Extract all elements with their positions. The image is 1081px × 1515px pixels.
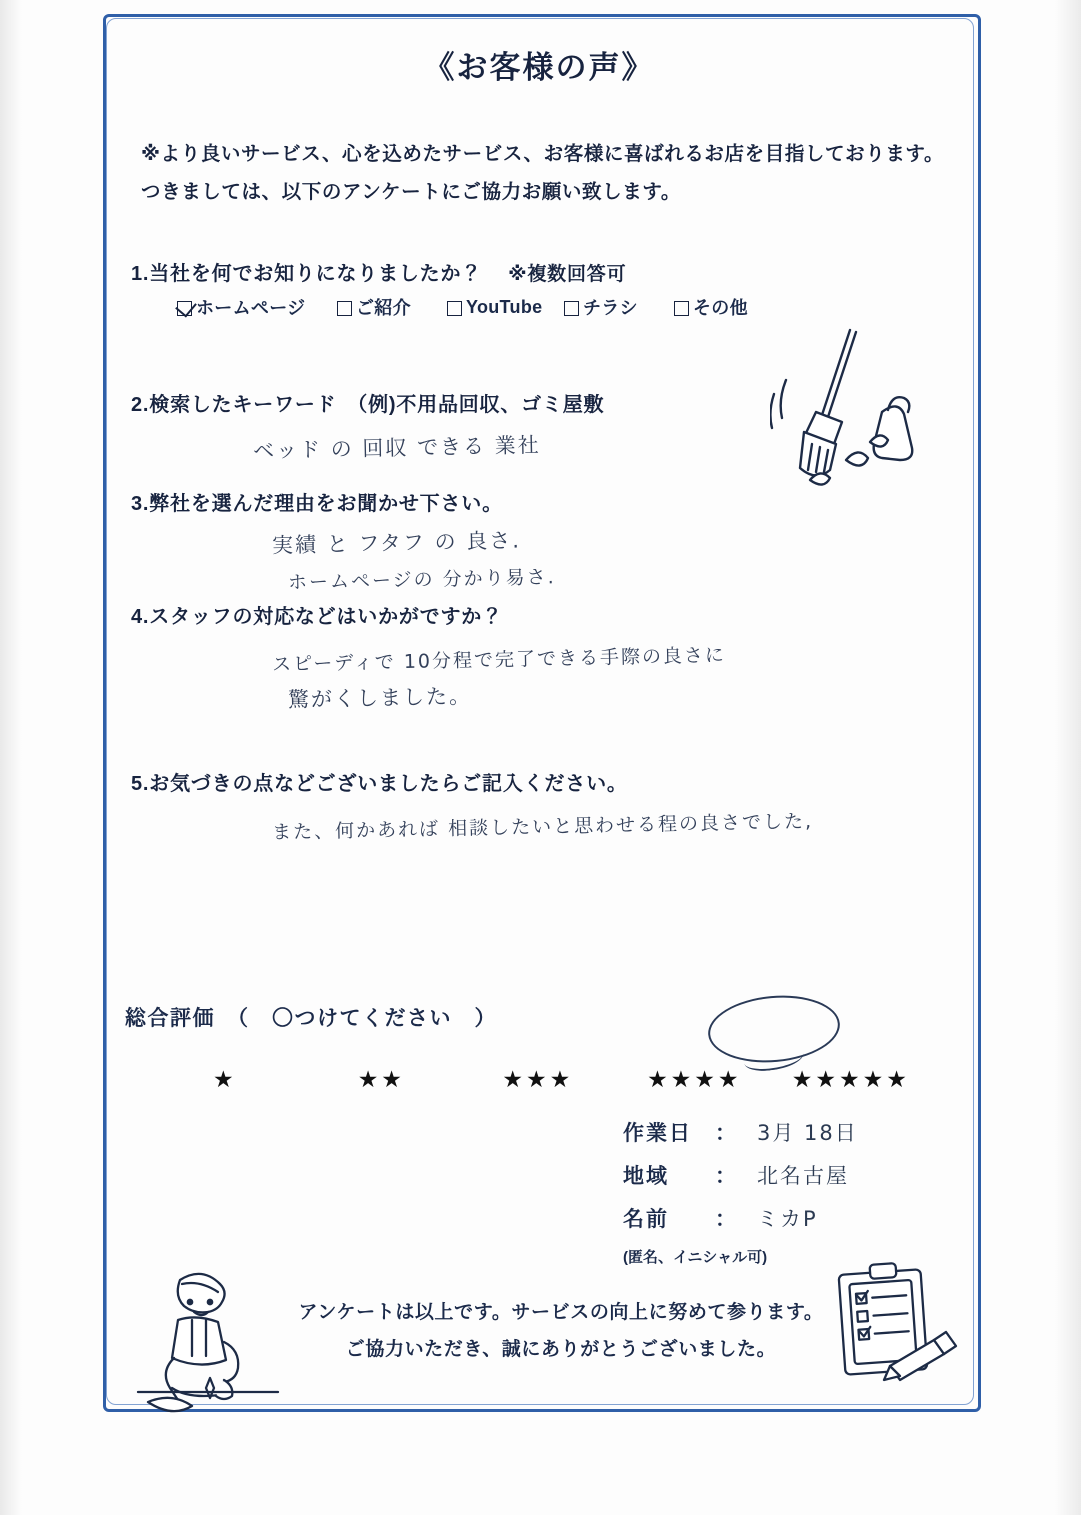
rating-scale[interactable]: [213, 1066, 975, 1093]
option-homepage-label: ホームページ: [196, 298, 306, 319]
field-work-date-colon: ：: [715, 1122, 738, 1145]
field-name-colon: ：: [715, 1208, 738, 1231]
field-region-colon: ：: [715, 1165, 738, 1188]
question-5: [131, 767, 975, 796]
checkbox-icon[interactable]: [674, 301, 689, 316]
question-1-note: ※複数回答可: [508, 264, 627, 286]
question-1-number: 1.: [131, 263, 150, 286]
field-name: [623, 1198, 858, 1241]
question-2-text: 検索したキーワード （例)不用品回収、ゴミ屋敷: [149, 394, 605, 417]
question-1-options: [177, 294, 975, 320]
intro-text: [141, 135, 975, 211]
field-work-date-value[interactable]: 3月 18日: [757, 1121, 858, 1145]
option-youtube-label: YouTube: [466, 296, 543, 317]
question-3-answer-line-2: ホームページの 分かり易さ.: [287, 566, 556, 594]
option-referral[interactable]: [337, 294, 447, 320]
checkbox-icon[interactable]: [447, 301, 462, 316]
rating-option-5[interactable]: ★★★★★: [791, 1066, 910, 1093]
checkbox-checked-icon[interactable]: [177, 301, 192, 316]
field-work-date-label: 作業日: [623, 1122, 692, 1145]
option-other[interactable]: [674, 294, 748, 320]
clipboard-icon: [828, 1258, 968, 1388]
rating-option-3[interactable]: ★★★: [502, 1066, 574, 1093]
question-4-text: スタッフの対応などはいかがですか？: [149, 606, 503, 629]
option-referral-label: ご紹介: [356, 298, 411, 319]
option-homepage[interactable]: [177, 294, 337, 320]
footer-line-1: アンケートは以上です。サービスの向上に努めて参ります。: [298, 1302, 824, 1323]
question-4-answer-line-1: スピーディで 10分程で完了できる手際の良さに: [271, 644, 727, 676]
rating-option-4[interactable]: ★★★★: [647, 1066, 742, 1093]
field-region-value[interactable]: 北名古屋: [757, 1164, 849, 1188]
question-3-text: 弊社を選んだ理由をお聞かせ下さい。: [149, 493, 503, 516]
question-2-answer: ベッド の 回収 できる 業社: [252, 432, 541, 464]
intro-line-2: つきましては、以下のアンケートにご協力お願い致します。: [141, 181, 681, 204]
rating-option-1[interactable]: ★: [213, 1066, 237, 1093]
checkbox-icon[interactable]: [564, 301, 579, 316]
checkbox-icon[interactable]: [337, 301, 352, 316]
question-3-number: 3.: [131, 493, 150, 516]
question-5-number: 5.: [131, 773, 150, 796]
field-region: [623, 1155, 858, 1198]
field-name-label: 名前: [623, 1208, 669, 1231]
survey-form: [103, 14, 975, 1406]
question-4-number: 4.: [131, 606, 150, 629]
field-name-value[interactable]: ミカP: [757, 1207, 818, 1231]
question-2-number: 2.: [131, 394, 150, 417]
footer-text: [281, 1294, 841, 1368]
cleaning-person-icon: [128, 1262, 298, 1422]
question-4-answer-line-2: 驚がくしました。: [287, 684, 473, 712]
option-youtube[interactable]: [447, 297, 564, 318]
field-region-label: 地域: [623, 1165, 669, 1188]
question-5-text: お気づきの点などございましたらご記入ください。: [149, 773, 628, 796]
broom-icon: [770, 320, 950, 500]
question-3-answer-line-1: 実績 と フタフ の 良さ.: [271, 528, 522, 558]
option-flyer[interactable]: [564, 294, 674, 320]
footer-line-2: ご協力いただき、誠にありがとうございました。: [345, 1339, 777, 1361]
option-other-label: その他: [693, 298, 748, 319]
question-1-text: 当社を何でお知りになりましたか？: [149, 263, 483, 286]
entry-fields: [623, 1112, 858, 1273]
question-1: [131, 257, 975, 286]
question-4: [131, 600, 975, 629]
question-5-answer: また、何かあれば 相談したいと思わせる程の良さでした,: [271, 810, 814, 844]
field-work-date: [623, 1112, 858, 1155]
rating-label: 総合評価 （ 〇つけてください ）: [125, 1007, 497, 1031]
intro-line-1: ※より良いサービス、心を込めたサービス、お客様に喜ばれるお店を目指しております。: [141, 143, 945, 165]
rating-option-2[interactable]: ★★: [357, 1066, 405, 1093]
option-flyer-label: チラシ: [583, 298, 638, 319]
entry-note: (匿名、イニシャル可): [623, 1249, 768, 1266]
page-title: 《お客様の声》: [423, 50, 655, 85]
